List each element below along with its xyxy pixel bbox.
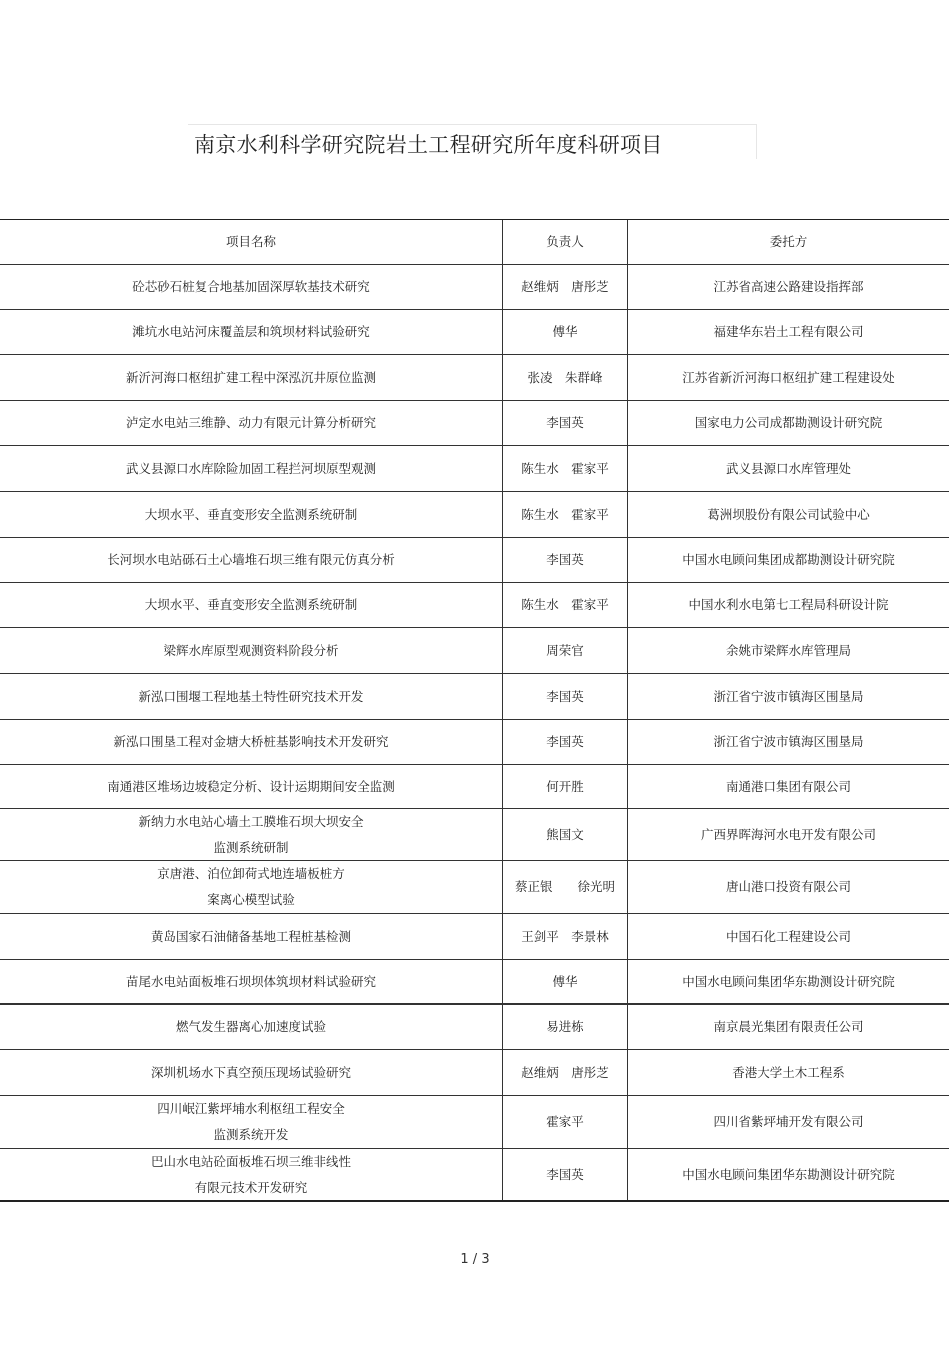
cell-client: 广西界晖海河水电开发有限公司: [700, 826, 876, 842]
cell-leader: 陈生水 霍家平: [503, 583, 628, 627]
cell-client: 余姚市梁辉水库管理局: [725, 642, 851, 658]
table-row: [0, 1005, 949, 1050]
project-name-line: 泸定水电站三维静、动力有限元计算分析研究: [125, 415, 376, 430]
cell-project-name: [0, 628, 503, 673]
table-row: [0, 1050, 949, 1096]
project-name-line: 梁辉水库原型观测资料阶段分析: [163, 642, 339, 658]
cell-leader: 赵维炳 唐彤芝: [503, 265, 628, 309]
header-leader: 负责人: [503, 220, 628, 264]
project-name-line: 黄岛国家石油储备基地工程桩基检测: [150, 928, 351, 944]
project-name-line: 南通港区堆场边坡稳定分析、设计运期期间安全监测: [107, 778, 395, 794]
cell-leader: 王剑平 李景林: [503, 914, 628, 959]
cell-leader: 陈生水 霍家平: [503, 446, 628, 491]
project-name-line: 有限元技术开发研究: [194, 1179, 308, 1195]
project-name-line: 大坝水平、垂直变形安全监测系统研制: [144, 597, 358, 612]
cell-client: 江苏省新沂河海口枢纽扩建工程建设处: [682, 369, 895, 385]
table-row: [0, 861, 949, 914]
page-indicator: 1 / 3: [460, 1252, 490, 1267]
project-name-line: 新泓口围堰工程地基土特性研究技术开发: [138, 688, 364, 704]
cell-client: 南京晨光集团有限责任公司: [713, 1019, 864, 1034]
cell-project-name: [0, 401, 503, 445]
cell-client: 国家电力公司成都勘测设计研究院: [694, 415, 883, 430]
table-row: [0, 492, 949, 538]
project-name-line: 苗尾水电站面板堆石坝坝体筑坝材料试验研究: [125, 973, 376, 989]
cell-client: 唐山港口投资有限公司: [725, 879, 851, 894]
project-name-line: 长河坝水电站砾石土心墙堆石坝三维有限元仿真分析: [107, 552, 395, 567]
table-row: [0, 674, 949, 720]
cell-client: 中国水电顾问集团成都勘测设计研究院: [682, 552, 895, 567]
project-name-line: 巴山水电站砼面板堆石坝三维非线性: [150, 1153, 351, 1169]
cell-project-name: [0, 310, 503, 354]
cell-leader: 蔡正银 徐光明: [503, 861, 628, 913]
project-name-line: 大坝水平、垂直变形安全监测系统研制: [144, 506, 358, 522]
project-name-line: 燃气发生器离心加速度试验: [175, 1019, 326, 1034]
cell-project-name: [0, 674, 503, 719]
project-name-line: 滩坑水电站河床覆盖层和筑坝材料试验研究: [132, 324, 370, 339]
cell-client: 浙江省宁波市镇海区围垦局: [713, 734, 864, 749]
cell-project-name: [0, 446, 503, 491]
table-row: [0, 628, 949, 674]
cell-leader: 李国英: [503, 674, 628, 719]
cell-leader: 霍家平: [503, 1096, 628, 1148]
cell-leader: 陈生水 霍家平: [503, 492, 628, 537]
table-row: [0, 720, 949, 765]
project-name-line: 新纳力水电站心墙土工膜堆石坝大坝安全: [138, 813, 364, 829]
cell-leader: 李国英: [503, 720, 628, 764]
header-project-name: 项目名称: [0, 220, 503, 264]
table-header-row: [0, 220, 949, 265]
project-name-line: 新沂河海口枢纽扩建工程中深泓沉井原位监测: [125, 369, 376, 385]
cell-project-name: [0, 1096, 503, 1148]
cell-leader: 李国英: [503, 1149, 628, 1200]
cell-client: 武义县源口水库管理处: [725, 460, 851, 476]
cell-client: 中国水电顾问集团华东勘测设计研究院: [682, 973, 895, 989]
cell-client: 江苏省高速公路建设指挥部: [713, 279, 864, 294]
cell-project-name: [0, 809, 503, 860]
cell-leader: 李国英: [503, 401, 628, 445]
project-name-line: 四川岷江紫坪埔水利枢纽工程安全: [157, 1101, 345, 1116]
table-row: [0, 265, 949, 310]
cell-project-name: [0, 720, 503, 764]
project-name-line: 京唐港、泊位卸荷式地连墙板桩方: [157, 866, 345, 881]
cell-client: 中国水利水电第七工程局科研设计院: [688, 597, 889, 612]
table-row: [0, 1149, 949, 1200]
cell-project-name: [0, 1149, 503, 1200]
cell-project-name: [0, 538, 503, 582]
cell-client: 中国石化工程建设公司: [725, 928, 851, 944]
title-box: [188, 124, 757, 159]
cell-leader: 易进栋: [503, 1005, 628, 1049]
cell-client: 四川省紫坪埔开发有限公司: [713, 1114, 864, 1129]
project-name-line: 监测系统研制: [213, 839, 289, 855]
cell-project-name: [0, 355, 503, 400]
cell-leader: 李国英: [503, 538, 628, 582]
project-name-line: 深圳机场水下真空预压现场试验研究: [150, 1064, 351, 1080]
table-row: [0, 310, 949, 355]
cell-leader: 何开胜: [503, 765, 628, 808]
cell-project-name: [0, 960, 503, 1003]
cell-project-name: [0, 583, 503, 627]
table-row: [0, 809, 949, 861]
project-name-line: 砼芯砂石桩复合地基加固深厚软基技术研究: [132, 279, 370, 294]
cell-project-name: [0, 1050, 503, 1095]
project-name-line: 案离心模型试验: [207, 892, 295, 907]
cell-project-name: [0, 861, 503, 913]
cell-project-name: [0, 492, 503, 537]
cell-leader: 傅华: [503, 960, 628, 1003]
cell-client: 浙江省宁波市镇海区围垦局: [713, 688, 864, 704]
project-name-line: 监测系统开发: [213, 1127, 289, 1142]
project-name-line: 武义县源口水库除险加固工程拦河坝原型观测: [125, 460, 376, 476]
header-client: 委托方: [769, 234, 808, 249]
project-table: [0, 219, 949, 1202]
table-row: [0, 401, 949, 446]
cell-client: 福建华东岩土工程有限公司: [713, 324, 864, 339]
table-row: [0, 446, 949, 492]
cell-project-name: [0, 914, 503, 959]
cell-leader: 傅华: [503, 310, 628, 354]
document-title: 南京水利科学研究院岩土工程研究所年度科研项目: [194, 133, 663, 157]
project-name-line: 新泓口围垦工程对金塘大桥桩基影响技术开发研究: [113, 734, 389, 749]
table-row: [0, 914, 949, 960]
cell-client: 南通港口集团有限公司: [725, 778, 851, 794]
cell-client: 香港大学土木工程系: [732, 1064, 845, 1080]
table-row: [0, 960, 949, 1005]
cell-leader: 张凌 朱群峰: [503, 355, 628, 400]
table-row: [0, 355, 949, 401]
table-row: [0, 1096, 949, 1149]
cell-leader: 熊国文: [503, 809, 628, 860]
table-row: [0, 538, 949, 583]
cell-project-name: [0, 1005, 503, 1049]
table-row: [0, 583, 949, 628]
cell-project-name: [0, 765, 503, 808]
table-row: [0, 765, 949, 809]
cell-client: 葛洲坝股份有限公司试验中心: [707, 506, 870, 522]
cell-project-name: [0, 265, 503, 309]
cell-leader: 周荣官: [503, 628, 628, 673]
cell-leader: 赵维炳 唐彤芝: [503, 1050, 628, 1095]
cell-client: 中国水电顾问集团华东勘测设计研究院: [682, 1166, 895, 1182]
